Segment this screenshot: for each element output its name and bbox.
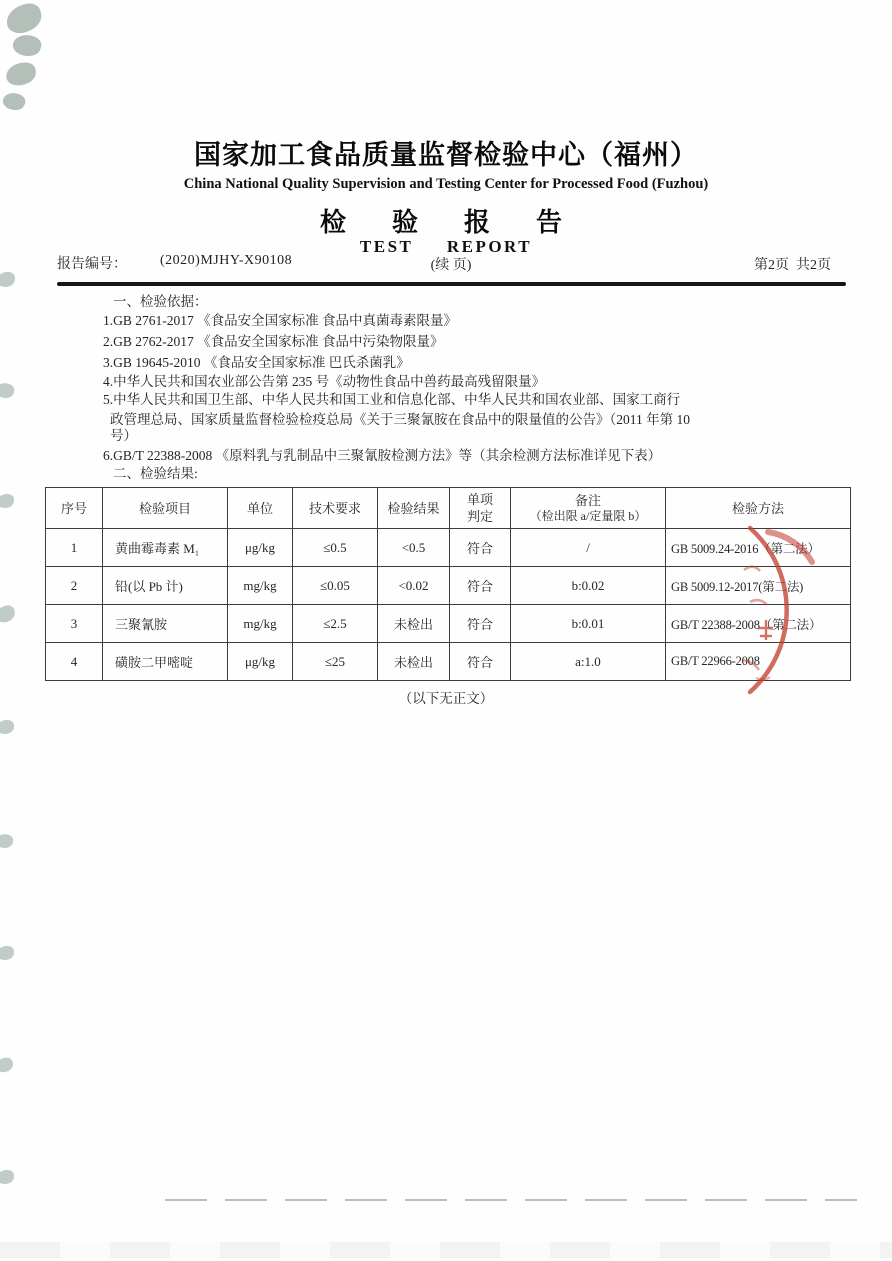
- cell-item: 黄曲霉毒素 M₁: [103, 529, 228, 567]
- scan-artifact-mark: [11, 32, 43, 59]
- col-header-requirement: 技术要求: [293, 488, 378, 529]
- col-header-item: 检验项目: [103, 488, 228, 529]
- header-divider-rule: [57, 282, 846, 286]
- cell-judgement: 符合: [450, 567, 511, 605]
- continuation-note: (续 页): [430, 258, 472, 273]
- col-header-judgement-line2: 判定: [466, 509, 493, 524]
- cell-item: 三聚氰胺: [103, 605, 228, 643]
- scan-artifact-mark: [3, 0, 46, 37]
- basis-line-5: 5.中华人民共和国卫生部、中华人民共和国工业和信息化部、中华人民共和国农业部、国家工商行: [103, 392, 681, 407]
- org-title-cn: 国家加工食品质量监督检验中心（福州）: [194, 140, 698, 170]
- cell-unit: μg/kg: [228, 529, 293, 567]
- col-header-remark-line1: 备注: [574, 493, 601, 508]
- col-header-unit: 单位: [228, 488, 293, 529]
- cell-result: 未检出: [378, 605, 450, 643]
- cell-no: 2: [46, 567, 103, 605]
- cell-remark: a:1.0: [511, 643, 666, 681]
- results-table: [45, 487, 851, 681]
- cell-requirement: ≤0.5: [293, 529, 378, 567]
- table-row: [46, 605, 851, 643]
- cell-unit: mg/kg: [228, 567, 293, 605]
- scan-artifact-mark: [5, 61, 38, 87]
- report-number-value: (2020)MJHY-X90108: [160, 253, 293, 268]
- org-title-en: China National Quality Supervision and Testing Center for Processed Food (Fuzhou): [183, 176, 709, 192]
- basis-line-4: 4.中华人民共和国农业部公告第 235 号《动物性食品中兽药最高残留限量》: [103, 374, 546, 389]
- basis-line-2: 2.GB 2762-2017 《食品安全国家标准 食品中污染物限量》: [103, 334, 444, 349]
- cell-result: <0.5: [378, 529, 450, 567]
- report-title-en: TEST REPORT: [359, 237, 533, 256]
- col-header-result: 检验结果: [378, 488, 450, 529]
- page-indicator: 第2页 共2页: [754, 258, 831, 273]
- scan-artifact-mark: [1, 90, 27, 113]
- table-header-row: [46, 488, 851, 529]
- scan-artifact-mark: [0, 832, 14, 849]
- cell-method: GB/T 22966-2008: [666, 643, 851, 681]
- basis-line-6: 6.GB/T 22388-2008 《原料乳与乳制品中三聚氰胺检测方法》等（其余检测方法标准详见下表）: [103, 448, 662, 463]
- col-header-remark-line2: （检出限 a/定量限 b）: [529, 509, 647, 523]
- cell-no: 1: [46, 529, 103, 567]
- cell-requirement: ≤2.5: [293, 605, 378, 643]
- cell-judgement: 符合: [450, 643, 511, 681]
- cell-remark: /: [511, 529, 666, 567]
- scan-artifact-mark: [0, 1170, 14, 1184]
- scan-artifact-mark: [0, 946, 14, 960]
- col-header-judgement: [450, 488, 511, 529]
- cell-judgement: 符合: [450, 529, 511, 567]
- scan-artifact-mark: [0, 494, 14, 508]
- basis-line-3: 3.GB 19645-2010 《食品安全国家标准 巴氏杀菌乳》: [103, 355, 410, 370]
- table-row: [46, 567, 851, 605]
- scan-artifact-mark: [0, 380, 16, 400]
- cell-remark: b:0.02: [511, 567, 666, 605]
- col-header-remark: [511, 488, 666, 529]
- cell-requirement: ≤0.05: [293, 567, 378, 605]
- cell-remark: b:0.01: [511, 605, 666, 643]
- scan-artifact-mark: [0, 1057, 14, 1074]
- scan-artifact-dashed-line: [165, 1199, 857, 1201]
- cell-unit: μg/kg: [228, 643, 293, 681]
- cell-result: <0.02: [378, 567, 450, 605]
- col-header-method: 检验方法: [666, 488, 851, 529]
- basis-line-5-end: 号）: [110, 428, 137, 443]
- cell-requirement: ≤25: [293, 643, 378, 681]
- report-number-label: 报告编号：: [57, 257, 127, 272]
- basis-line-1: 1.GB 2761-2017 《食品安全国家标准 食品中真菌毒素限量》: [103, 313, 457, 328]
- basis-line-5-cont: 政管理总局、国家质量监督检验检疫总局《关于三聚氰胺在食品中的限量值的公告》（2011 年第 10: [110, 412, 690, 427]
- cell-judgement: 符合: [450, 605, 511, 643]
- report-title-cn: 检 验 报 告: [319, 208, 572, 237]
- col-header-no: 序号: [46, 488, 103, 529]
- cell-no: 3: [46, 605, 103, 643]
- report-meta-row: [57, 253, 845, 273]
- cell-method: GB 5009.12-2017(第二法): [666, 567, 851, 605]
- cell-item: 磺胺二甲嘧啶: [103, 643, 228, 681]
- table-row: [46, 529, 851, 567]
- cell-no: 4: [46, 643, 103, 681]
- table-row: [46, 643, 851, 681]
- cell-result: 未检出: [378, 643, 450, 681]
- section-heading-basis: 一、检验依据：: [113, 294, 208, 309]
- cell-method: GB 5009.24-2016（第二法）: [666, 529, 851, 567]
- scan-artifact-mark: [0, 272, 15, 287]
- cell-unit: mg/kg: [228, 605, 293, 643]
- section-heading-results: 二、检验结果:: [113, 466, 198, 481]
- cell-item: 铅(以 Pb 计): [103, 567, 228, 605]
- no-more-text-note: （以下无正文）: [398, 691, 494, 706]
- scan-artifact-bottom-smudge: [0, 1242, 892, 1258]
- scan-artifact-mark: [0, 720, 14, 734]
- scan-artifact-mark: [0, 604, 17, 624]
- col-header-judgement-line1: 单项: [466, 492, 493, 507]
- cell-method: GB/T 22388-2008（第二法）: [666, 605, 851, 643]
